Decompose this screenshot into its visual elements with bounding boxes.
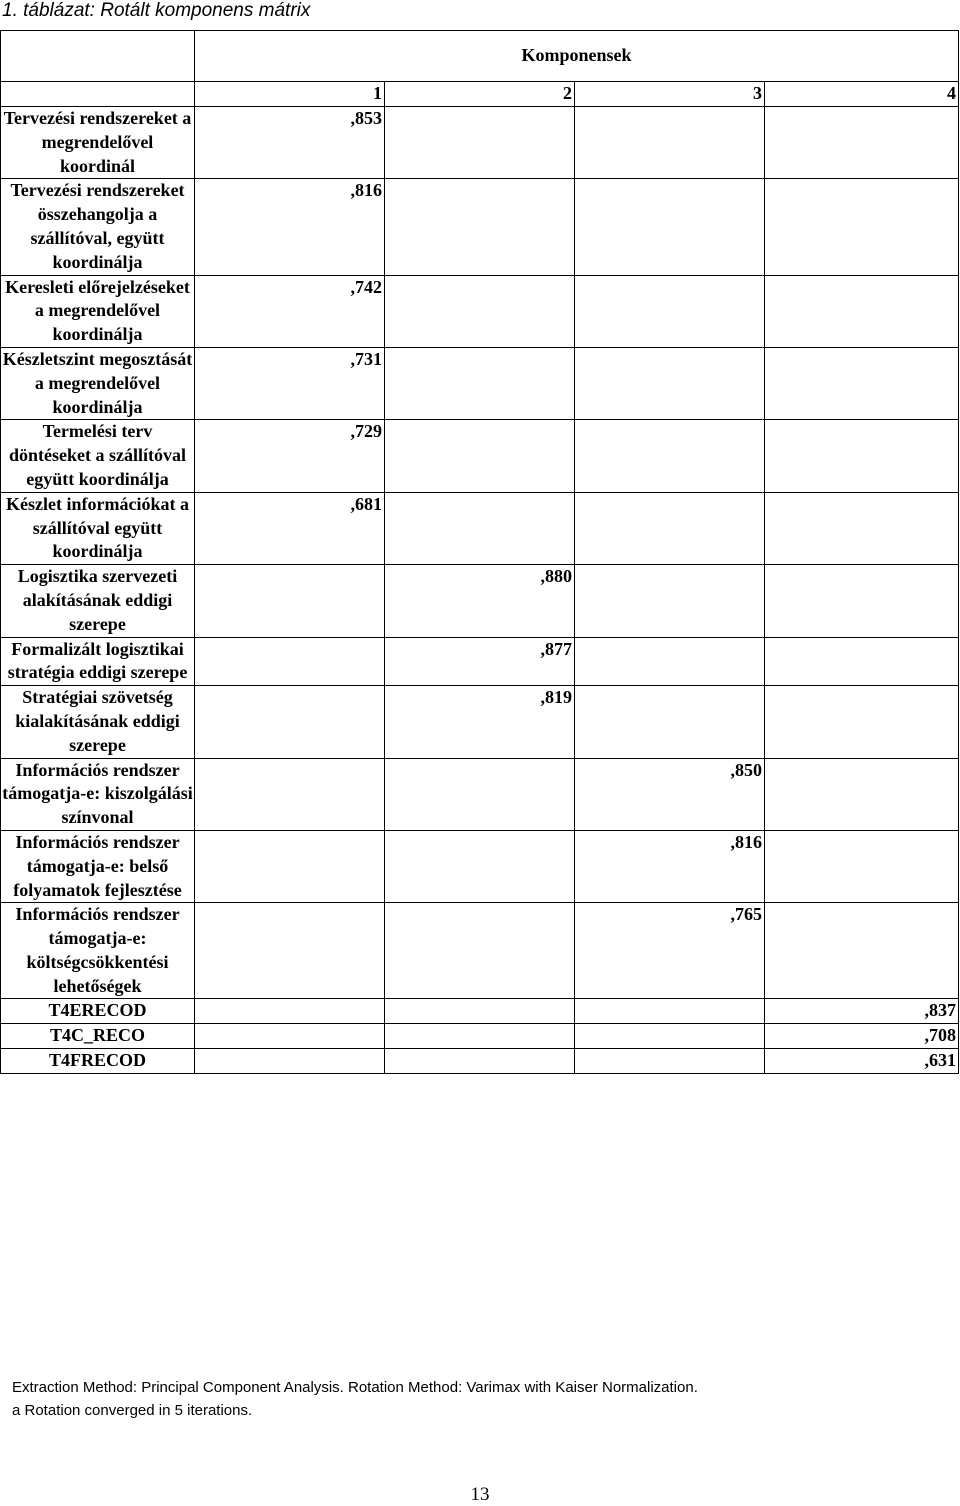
row-label: Információs rendszer támogatja-e: kiszolgálási színvonal: [1, 758, 195, 830]
loading-cell: ,681: [195, 492, 385, 564]
loading-cell: [385, 1024, 575, 1049]
loading-cell: [195, 1049, 385, 1074]
loading-cell: [575, 1024, 765, 1049]
loading-cell: [385, 830, 575, 902]
column-number-1: 1: [195, 82, 385, 107]
row-label: Információs rendszer támogatja-e: belső folyamatok fejlesztése: [1, 830, 195, 902]
loading-cell: [385, 758, 575, 830]
loading-cell: [575, 275, 765, 347]
loading-cell: [575, 999, 765, 1024]
column-number-2: 2: [385, 82, 575, 107]
loading-cell: [765, 492, 959, 564]
row-label: T4FRECOD: [1, 1049, 195, 1074]
rotated-component-matrix: [0, 30, 959, 1074]
row-label: T4ERECOD: [1, 999, 195, 1024]
row-label: Tervezési rendszereket összehangolja a szállítóval, együtt koordinálja: [1, 179, 195, 275]
table-row: [1, 903, 959, 999]
loading-cell: [765, 275, 959, 347]
row-label: Információs rendszer támogatja-e: költségcsökkentési lehetőségek: [1, 903, 195, 999]
loading-cell: [385, 492, 575, 564]
row-label: Termelési terv döntéseket a szállítóval együtt koordinálja: [1, 420, 195, 492]
table-row: [1, 347, 959, 419]
table-row: [1, 1049, 959, 1074]
numbers-corner: [1, 82, 195, 107]
loading-cell: ,877: [385, 637, 575, 686]
row-label: Készlet információkat a szállítóval együtt koordinálja: [1, 492, 195, 564]
loading-cell: [575, 420, 765, 492]
table-row: [1, 275, 959, 347]
loading-cell: [195, 758, 385, 830]
loading-cell: [385, 903, 575, 999]
loading-cell: [195, 999, 385, 1024]
loading-cell: [195, 830, 385, 902]
table-row: [1, 179, 959, 275]
loading-cell: [385, 999, 575, 1024]
loading-cell: ,729: [195, 420, 385, 492]
loading-cell: [385, 347, 575, 419]
loading-cell: ,853: [195, 107, 385, 179]
loading-cell: ,819: [385, 686, 575, 758]
loading-cell: [575, 637, 765, 686]
loading-cell: [575, 107, 765, 179]
row-label: T4C_RECO: [1, 1024, 195, 1049]
header-corner: [1, 31, 195, 82]
loading-cell: [765, 420, 959, 492]
page-number: 13: [470, 1484, 490, 1505]
loading-cell: ,708: [765, 1024, 959, 1049]
row-label: Készletszint megosztását a megrendelővel koordinálja: [1, 347, 195, 419]
row-label: Stratégiai szövetség kialakításának eddigi szerepe: [1, 686, 195, 758]
loading-cell: [195, 903, 385, 999]
loading-cell: ,850: [575, 758, 765, 830]
loading-cell: ,880: [385, 565, 575, 637]
table-row: [1, 758, 959, 830]
loading-cell: [765, 830, 959, 902]
loading-cell: ,837: [765, 999, 959, 1024]
row-label: Formalizált logisztikai stratégia eddigi szerepe: [1, 637, 195, 686]
loading-cell: [575, 686, 765, 758]
loading-cell: [765, 637, 959, 686]
loading-cell: [765, 686, 959, 758]
loading-cell: [385, 275, 575, 347]
loading-cell: [765, 179, 959, 275]
loading-cell: [765, 565, 959, 637]
row-label: Tervezési rendszereket a megrendelővel koordinál: [1, 107, 195, 179]
loading-cell: [385, 420, 575, 492]
loading-cell: [765, 758, 959, 830]
table-row: [1, 420, 959, 492]
loading-cell: [195, 1024, 385, 1049]
loading-cell: ,742: [195, 275, 385, 347]
table-row: [1, 1024, 959, 1049]
loading-cell: [765, 903, 959, 999]
components-header: Komponensek: [195, 31, 959, 82]
column-number-3: 3: [575, 82, 765, 107]
column-number-4: 4: [765, 82, 959, 107]
loading-cell: ,731: [195, 347, 385, 419]
table-row: [1, 686, 959, 758]
table-row: [1, 565, 959, 637]
loading-cell: [575, 1049, 765, 1074]
extraction-method-note: Extraction Method: Principal Component Analysis. Rotation Method: Varimax with Kaiser Normalization.: [12, 1379, 698, 1396]
loading-cell: [385, 179, 575, 275]
row-label: Logisztika szervezeti alakításának eddigi szerepe: [1, 565, 195, 637]
loading-cell: [765, 107, 959, 179]
loading-cell: [385, 1049, 575, 1074]
loading-cell: [575, 565, 765, 637]
loading-cell: ,816: [195, 179, 385, 275]
rotation-convergence-note: a Rotation converged in 5 iterations.: [12, 1402, 253, 1419]
loading-cell: ,631: [765, 1049, 959, 1074]
loading-cell: [575, 492, 765, 564]
table-row: [1, 999, 959, 1024]
table-row: [1, 637, 959, 686]
loading-cell: [575, 347, 765, 419]
loading-cell: [195, 565, 385, 637]
loading-cell: [575, 179, 765, 275]
loading-cell: ,816: [575, 830, 765, 902]
loading-cell: [195, 686, 385, 758]
loading-cell: [195, 637, 385, 686]
loading-cell: [765, 347, 959, 419]
loading-cell: [385, 107, 575, 179]
row-label: Keresleti előrejelzéseket a megrendelővel koordinálja: [1, 275, 195, 347]
table-row: [1, 492, 959, 564]
table-caption: 1. táblázat: Rotált komponens mátrix: [2, 0, 311, 21]
loading-cell: ,765: [575, 903, 765, 999]
table-row: [1, 830, 959, 902]
table-row: [1, 107, 959, 179]
